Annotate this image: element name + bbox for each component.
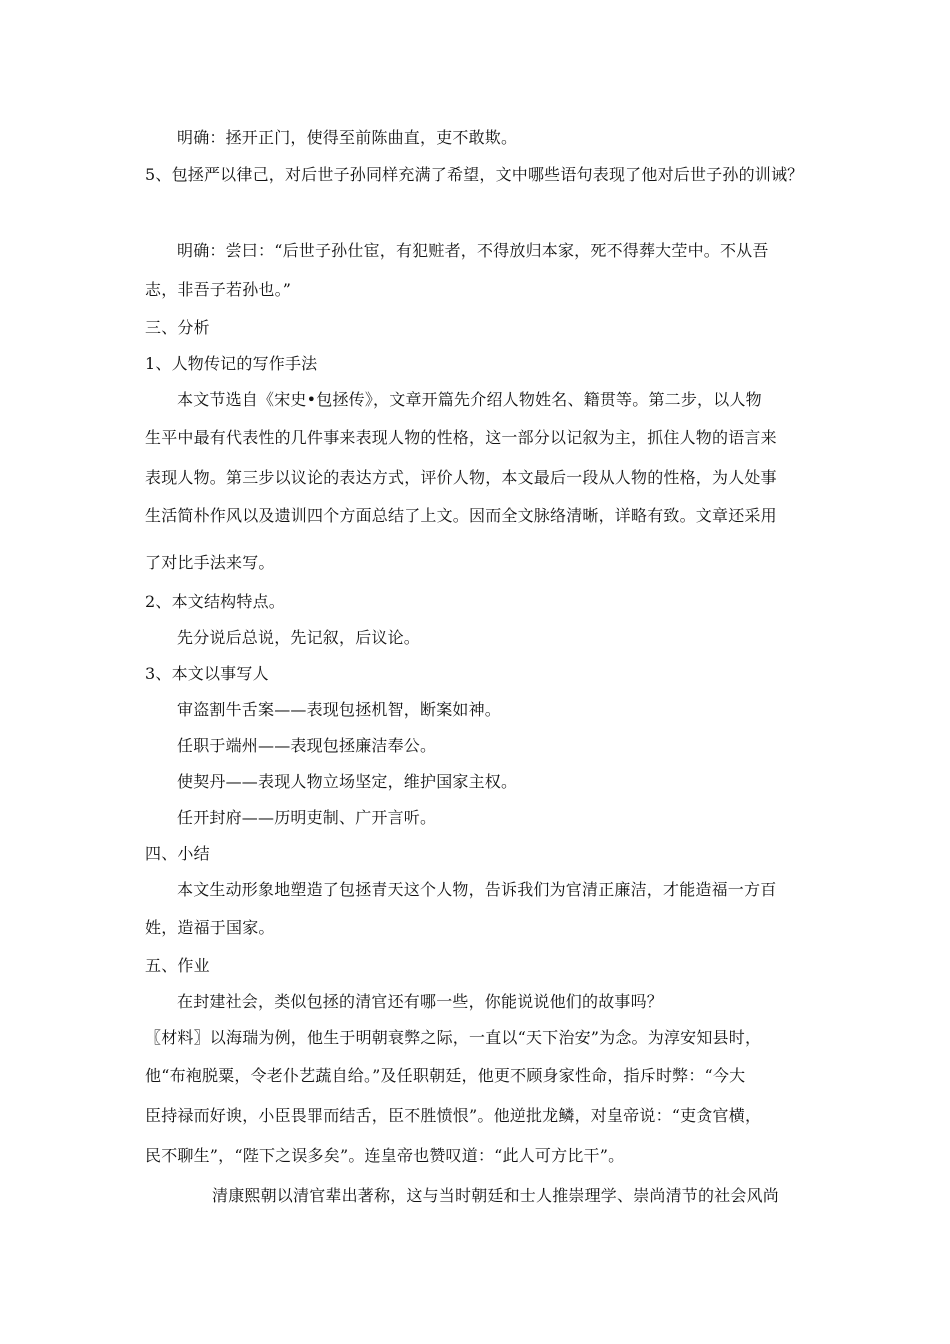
material-line-4: 民不聊生”，“陛下之误多矣”。连皇帝也赞叹道：“此人可方比干”。 [145, 1146, 625, 1165]
answer-line-2: 明确：尝曰：“后世子孙仕宦，有犯赃者，不得放归本家，死不得葬大茔中。不从吾 [177, 241, 769, 260]
subheading-2: 2、本文结构特点。 [145, 592, 285, 611]
section-heading-homework: 五、作业 [145, 956, 210, 975]
event-item-4: 任开封府——历明吏制、广开言听。 [177, 808, 437, 827]
event-item-3: 使契丹——表现人物立场坚定，维护国家主权。 [177, 772, 518, 791]
section-heading-analysis: 三、分析 [145, 318, 210, 337]
closing-paragraph-line: 清康熙朝以清官辈出著称，这与当时朝廷和士人推崇理学、崇尚清节的社会风尚 [212, 1186, 780, 1205]
section-heading-summary: 四、小结 [145, 844, 210, 863]
paragraph-1-line-4: 生活简朴作风以及遗训四个方面总结了上文。因而全文脉络清晰，详略有致。文章还采用 [145, 506, 777, 525]
subheading-3: 3、本文以事写人 [145, 664, 269, 683]
paragraph-2: 先分说后总说，先记叙，后议论。 [177, 628, 421, 647]
paragraph-1-line-5: 了对比手法来写。 [145, 553, 275, 572]
event-item-2: 任职于端州——表现包拯廉洁奉公。 [177, 736, 437, 755]
answer-line-3: 志，非吾子若孙也。” [145, 280, 292, 299]
material-line-3: 臣持禄而好谀，小臣畏罪而结舌，臣不胜愤恨”。他逆批龙鳞，对皇帝说：“吏贪官横， [145, 1106, 762, 1125]
answer-line-1: 明确：拯开正门，使得至前陈曲直，吏不敢欺。 [177, 128, 518, 147]
material-line-1: 〖材料〗以海瑞为例，他生于明朝衰弊之际，一直以“天下治安”为念。为淳安知县时， [145, 1028, 762, 1047]
event-item-1: 审盗割牛舌案——表现包拯机智，断案如神。 [177, 700, 502, 719]
summary-line-2: 姓，造福于国家。 [145, 918, 275, 937]
paragraph-1-line-1: 本文节选自《宋史•包拯传》，文章开篇先介绍人物姓名、籍贯等。第二步，以人物 [177, 390, 762, 409]
material-line-2: 他“布袍脱粟，令老仆艺蔬自给。”及任职朝廷，他更不顾身家性命，指斥时弊：“今大 [145, 1066, 746, 1085]
subheading-1: 1、人物传记的写作手法 [145, 354, 318, 373]
summary-line-1: 本文生动形象地塑造了包拯青天这个人物，告诉我们为官清正廉洁，才能造福一方百 [177, 880, 777, 899]
paragraph-1-line-2: 生平中最有代表性的几件事来表现人物的性格，这一部分以记叙为主，抓住人物的语言来 [145, 428, 777, 447]
paragraph-1-line-3: 表现人物。第三步以议论的表达方式，评价人物，本文最后一段从人物的性格，为人处事 [145, 468, 777, 487]
question-5: 5、包拯严以律己，对后世子孙同样充满了希望，文中哪些语句表现了他对后世子孙的训诫？ [145, 165, 804, 184]
homework-question: 在封建社会，类似包拯的清官还有哪一些，你能说说他们的故事吗？ [177, 992, 664, 1011]
